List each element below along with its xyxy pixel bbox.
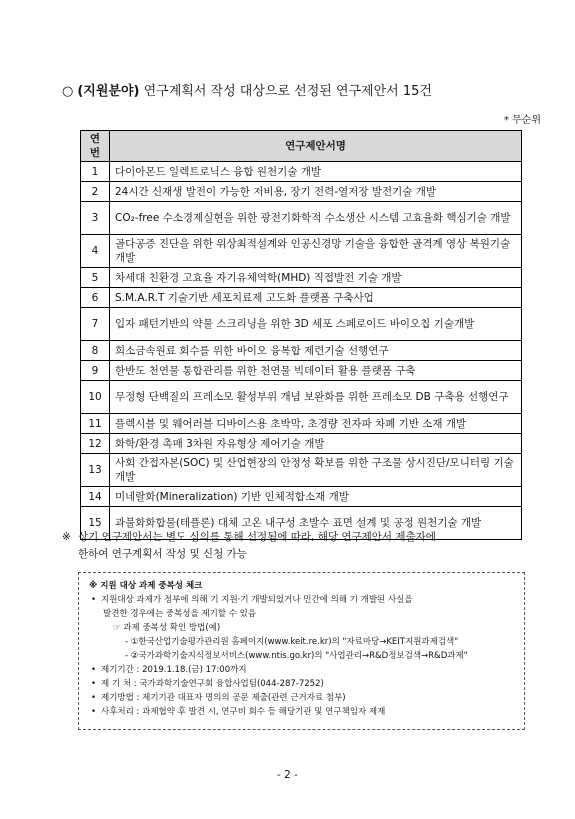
- link-line-keit: - ①한국산업기술평가관리원 홈페이지(www.keit.re.kr)의 "자료마당→KEIT지원과제검색": [125, 637, 459, 647]
- row-number: 11: [81, 414, 110, 434]
- row-title: 24시간 신재생 발전이 가능한 저비용, 장기 전력-열저장 발전기술 개발: [110, 182, 522, 202]
- row-number: 4: [81, 235, 110, 268]
- row-number: 9: [81, 361, 110, 381]
- followup-text: 사후처리 : 과제협약 후 발견 시, 연구비 회수 등 해당기관 및 연구책임자 제재: [101, 707, 386, 717]
- circle-bullet-icon: ○: [62, 84, 74, 99]
- row-number: 8: [81, 341, 110, 361]
- row-number: 3: [81, 202, 110, 235]
- table-row: [81, 235, 522, 268]
- table-row: [81, 308, 522, 341]
- row-number: 1: [81, 162, 110, 182]
- table-row: [81, 361, 522, 381]
- row-number: 14: [81, 487, 110, 507]
- row-title: 플렉시블 및 웨어러블 디바이스용 초박막, 초경량 전자파 차폐 기반 소재 개발: [110, 414, 522, 434]
- row-number: 10: [81, 381, 110, 414]
- list-item: [89, 593, 514, 607]
- footnote-line-1: [62, 529, 532, 546]
- table-row: [81, 162, 522, 182]
- table-row: [81, 288, 522, 308]
- row-title: 무정형 단백질의 프레소모 활성부위 개념 보완화를 위한 프레소모 DB 구축용 선행연구: [110, 381, 522, 414]
- table-row: [81, 434, 522, 454]
- row-title: 한반도 천연물 통합관리를 위한 천연물 빅데이터 활용 플랫폼 구축: [110, 361, 522, 381]
- table-row: [81, 182, 522, 202]
- item-text: 지원대상 과제가 정부에 의해 기 지원·기 개발되었거나 민간에 의해 기 개발된 사실을: [101, 595, 413, 605]
- row-title: S.M.A.R.T 기술기반 세포치료제 고도화 플랫폼 구축사업: [110, 288, 522, 308]
- row-title: 화학/환경 촉매 3차원 자유형상 제어기술 개발: [110, 434, 522, 454]
- table-header-row: [81, 131, 522, 162]
- row-title: 사회 간접자본(SOC) 및 산업현장의 안정성 확보를 위한 구조물 상시진단/모니터링 기술개발: [110, 454, 522, 487]
- row-title: 차세대 친환경 고효율 자기유체역학(MHD) 직접발전 기술 개발: [110, 268, 522, 288]
- box-heading: ※ 지원 대상 과제 중복성 체크: [89, 581, 203, 591]
- row-title: 과불화화합물(테플론) 대체 고온 내구성 초발수 표면 설계 및 공정 원천기술 개발: [110, 507, 522, 540]
- bullet-icon: •: [91, 665, 97, 675]
- page-number: - 2 -: [277, 769, 298, 781]
- section-title-text: 연구계획서 작성 대상으로 선정된 연구제안서 15건: [139, 84, 432, 99]
- proposal-table: [80, 130, 522, 540]
- row-number: 15: [81, 507, 110, 540]
- link-line-ntis: - ②국가과학기술지식정보서비스(www.ntis.go.kr)의 "사업관리→R&D정보검색→R&D과제": [125, 651, 468, 661]
- reference-mark-icon: ※: [62, 531, 71, 543]
- row-title: 골다공증 진단을 위한 위상최적설계와 인공신경망 기술을 융합한 골격계 영상 복원기술 개발: [110, 235, 522, 268]
- table-row: [81, 381, 522, 414]
- row-number: 5: [81, 268, 110, 288]
- footnote: [62, 529, 532, 563]
- row-title: 희소금속원료 회수를 위한 바이오 융복합 제련기술 선행연구: [110, 341, 522, 361]
- list-item: [89, 691, 514, 705]
- list-item: [89, 677, 514, 691]
- table-row: [81, 454, 522, 487]
- bullet-icon: •: [91, 595, 97, 605]
- howto-label: ☞ 과제 중복성 확인 방법(예): [113, 623, 221, 633]
- list-item: [89, 705, 514, 719]
- table-row: [81, 487, 522, 507]
- row-number: 13: [81, 454, 110, 487]
- footnote-text-1: 상기 연구제안서는 별도 심의를 통해 선정됨에 따라, 해당 연구제안서 제출자에: [78, 531, 436, 543]
- row-title: 입자 패턴기반의 약물 스크리닝을 위한 3D 세포 스페로이드 바이오칩 기술개발: [110, 308, 522, 341]
- bullet-icon: •: [91, 707, 97, 717]
- table-row: [81, 202, 522, 235]
- item-text-continued: 발견한 경우에는 중복성을 제기할 수 있음: [103, 609, 257, 619]
- method-text: 제기방법 : 제기기관 대표자 명의의 공문 제출(관련 근거자료 첨부): [101, 693, 346, 703]
- column-header-title: 연구제안서명: [110, 131, 522, 162]
- order-note: * 무순위: [503, 115, 541, 126]
- table-row: [81, 414, 522, 434]
- where-text: 제 기 처 : 국가과학기술연구회 융합사업팀(044-287-7252): [101, 679, 324, 689]
- duplication-check-box: [78, 572, 525, 730]
- bullet-icon: •: [91, 693, 97, 703]
- footnote-text-2: 한하여 연구계획서 작성 및 신청 가능: [78, 548, 247, 560]
- period-text: 제기기간 : 2019.1.18.(금) 17:00까지: [101, 665, 247, 675]
- row-title: 미네랄화(Mineralization) 기반 인체적합소재 개발: [110, 487, 522, 507]
- list-item: [89, 663, 514, 677]
- row-title: 다이아몬드 일렉트로닉스 융합 원천기술 개발: [110, 162, 522, 182]
- section-title-category: (지원분야): [77, 84, 140, 99]
- row-title: CO₂-free 수소경제실현을 위한 광전기화학적 수소생산 시스템 고효율화 핵심기술 개발: [110, 202, 522, 235]
- section-title: [62, 80, 542, 99]
- row-number: 6: [81, 288, 110, 308]
- table-row: [81, 341, 522, 361]
- row-number: 7: [81, 308, 110, 341]
- table-row: [81, 268, 522, 288]
- row-number: 2: [81, 182, 110, 202]
- column-header-number: 연번: [81, 131, 110, 162]
- bullet-icon: •: [91, 679, 97, 689]
- row-number: 12: [81, 434, 110, 454]
